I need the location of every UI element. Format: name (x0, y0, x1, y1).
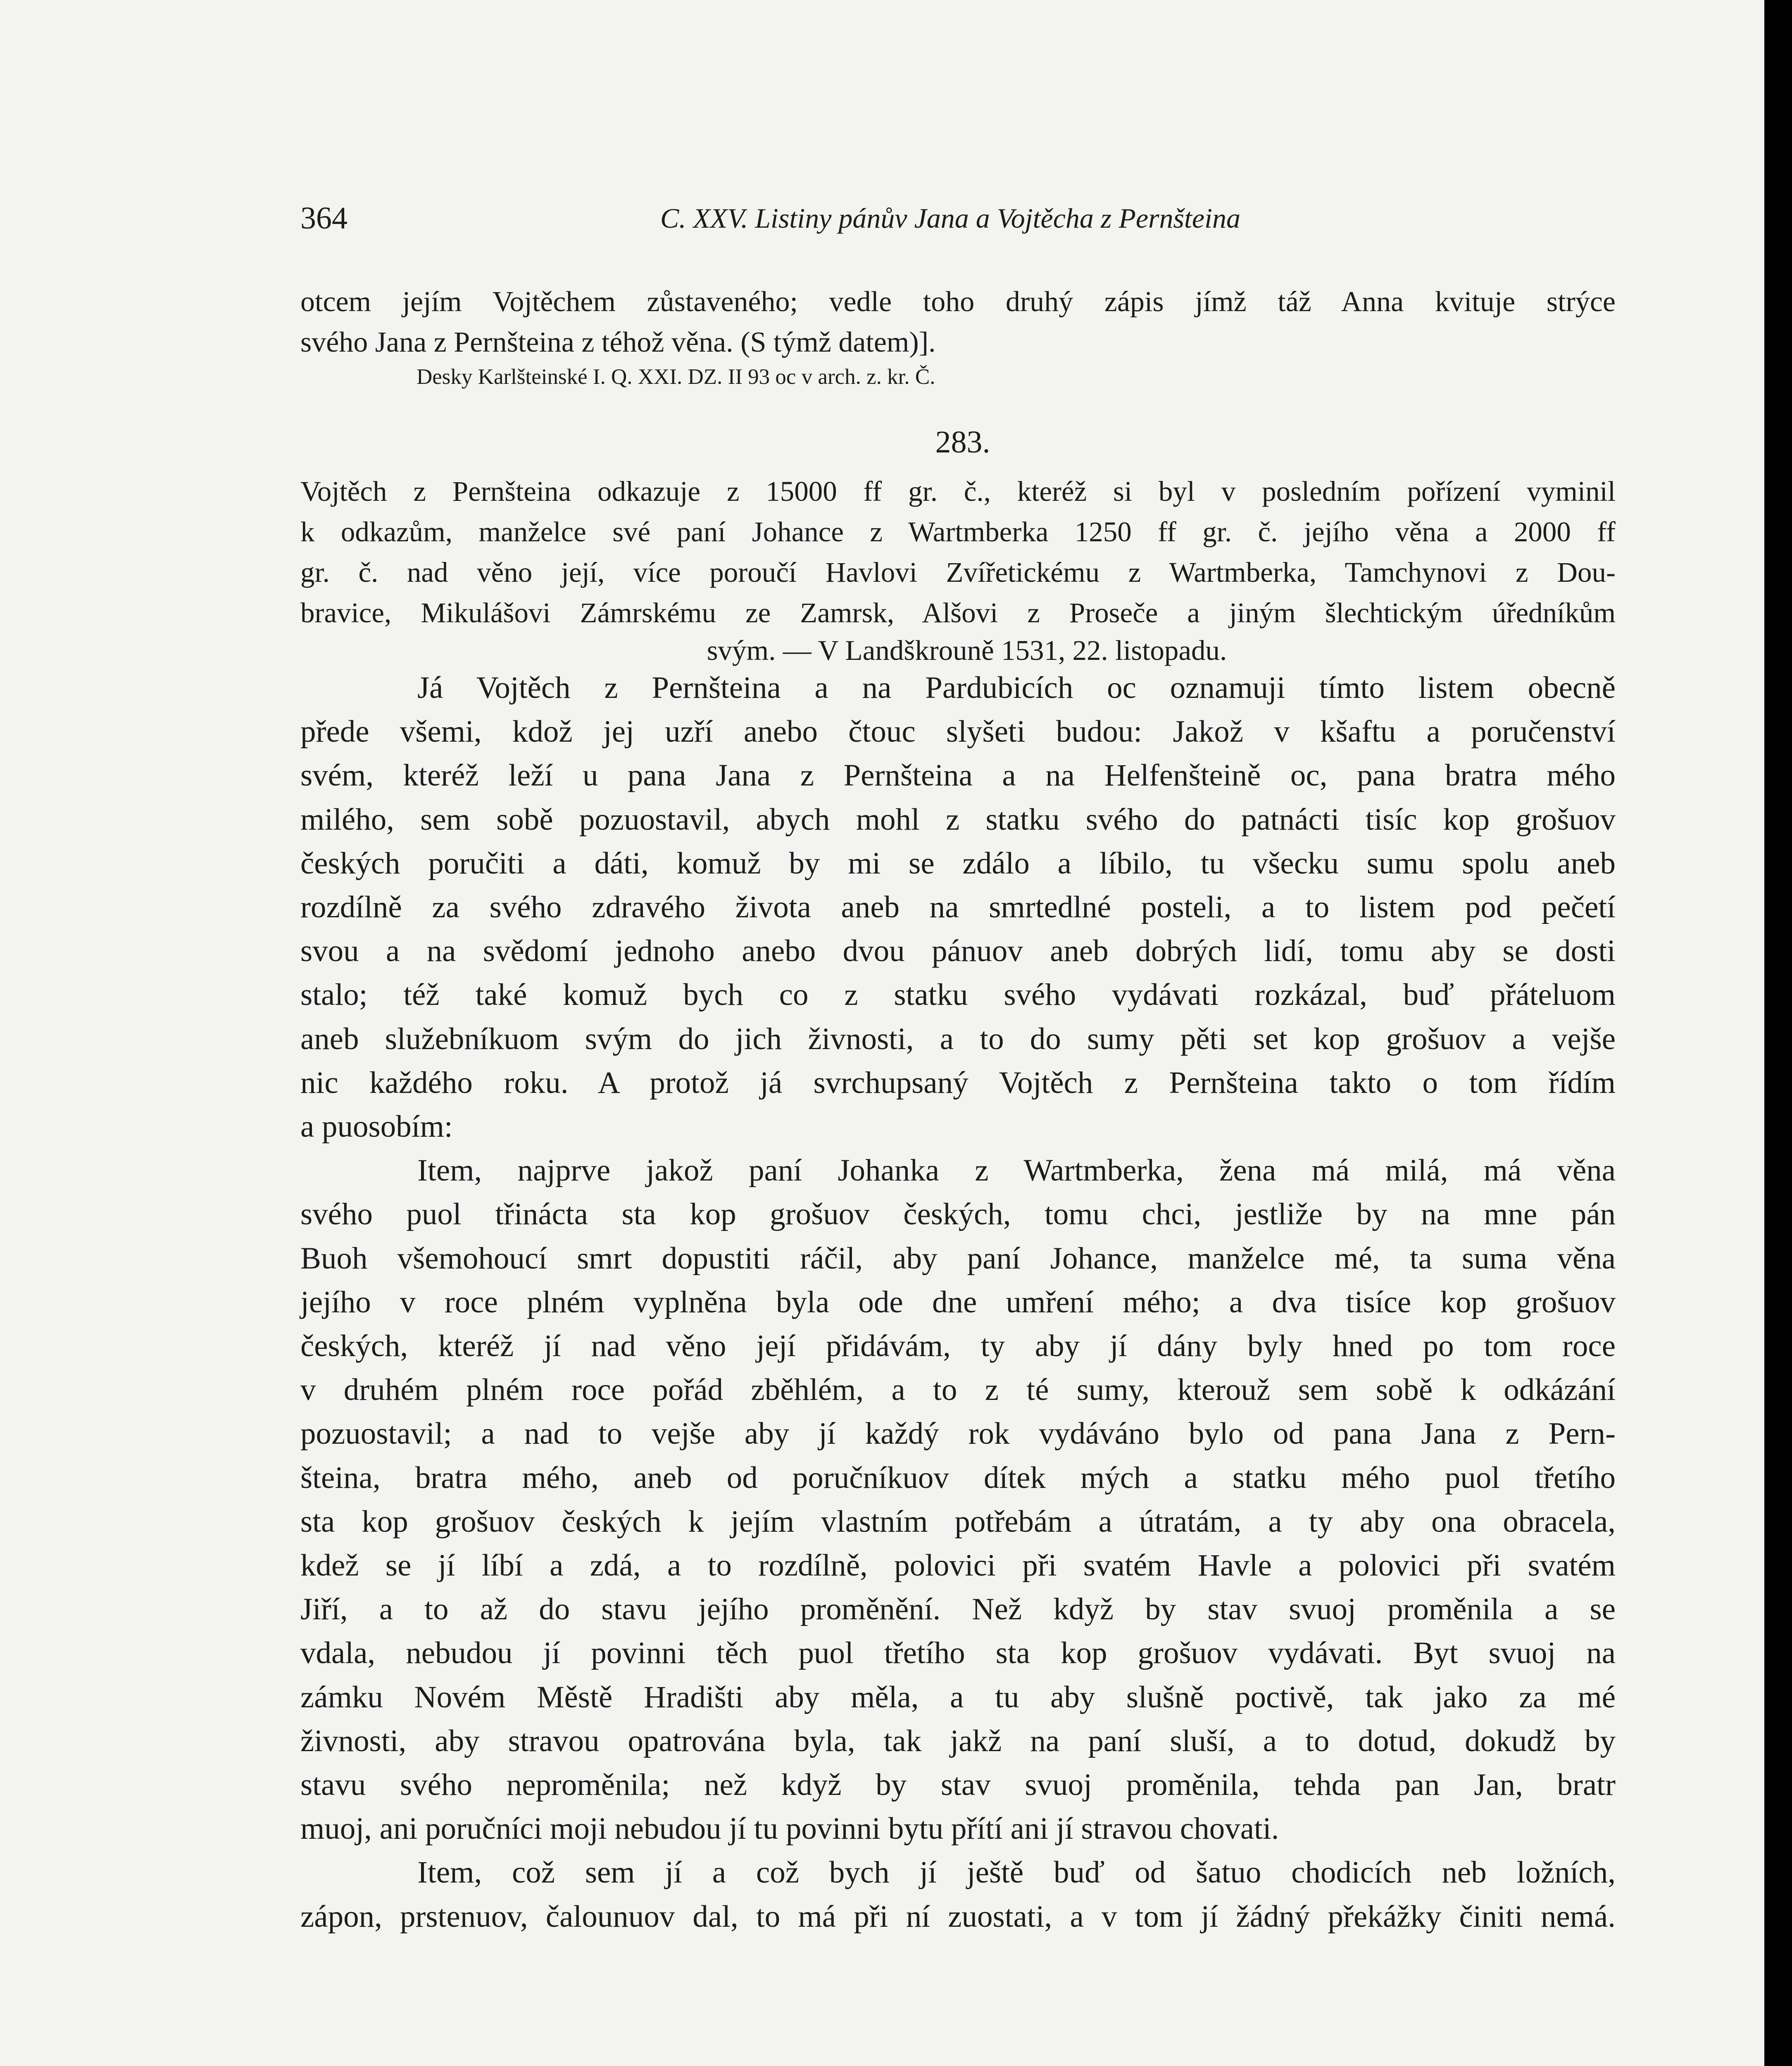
text-line: živnosti, aby stravou opatrována byla, tak jakž na paní sluší, a to dotud, dokudž by (300, 1724, 1616, 1758)
text-line: šteina, bratra mého, aneb od poručníkuov dítek mých a statku mého puol třetího (300, 1461, 1616, 1495)
text-line: muoj, ani poručníci moji nebudou jí tu povinni bytu přítí ani jí stravou chovati. (300, 1811, 1279, 1846)
text-line: jejího v roce plném vyplněna byla ode dne umření mého; a dva tisíce kop grošuov (300, 1285, 1616, 1319)
document-number: 283. (935, 425, 990, 459)
text-line: Item, což sem jí a což bych jí ještě buď od šatuo chodicích neb ložních, (417, 1855, 1616, 1890)
regest-line: gr. č. nad věno její, více poroučí Havlovi Zvířetickému z Wartmberka, Tamchynovi z Dou- (300, 557, 1616, 588)
text-line: zápon, prstenuov, čalounuov dal, to má při ní zuostati, a v tom jí žádný překážky činiti nemá. (300, 1899, 1616, 1934)
text-line: pozuostavil; a nad to vejše aby jí každý rok vydáváno bylo od pana Jana z Pern- (300, 1416, 1616, 1451)
text-line: přede všemi, kdož jej uzří anebo čtouc slyšeti budou: Jakož v kšaftu a poručenství (300, 714, 1616, 749)
previous-entry-line: otcem jejím Vojtěchem zůstaveného; vedle toho druhý zápis jímž táž Anna kvituje strýce (300, 286, 1616, 318)
text-line: v druhém plném roce pořád zběhlém, a to z té sumy, kterouž sem sobě k odkázání (300, 1373, 1616, 1407)
regest-line: Vojtěch z Pernšteina odkazuje z 15000 ff gr. č., kteréž si byl v posledním pořízení vyminil (300, 476, 1616, 507)
regest-line: bravice, Mikulášovi Zámrskému ze Zamrsk, Alšovi z Proseče a jiným šlechtickým úředníkům (300, 597, 1616, 628)
text-line: svého puol třinácta sta kop grošuov českých, tomu chci, jestliže by na mne pán (300, 1197, 1616, 1231)
text-line: Jiří, a to až do stavu jejího proměnění. Než když by stav svuoj proměnila a se (300, 1592, 1616, 1626)
text-line: Item, najprve jakož paní Johanka z Wartmberka, žena má milá, má věna (417, 1153, 1616, 1188)
text-line: Buoh všemohoucí smrt dopustiti ráčil, aby paní Johance, manželce mé, ta suma věna (300, 1241, 1616, 1276)
text-line: milého, sem sobě pozuostavil, abych mohl z statku svého do patnácti tisíc kop grošuov (300, 802, 1616, 837)
text-line: nic každého roku. A protož já svrchupsaný Vojtěch z Pernšteina takto o tom řídím (300, 1066, 1616, 1100)
text-line: stavu svého neproměnila; než když by stav svuoj proměnila, tehda pan Jan, bratr (300, 1768, 1616, 1802)
regest-date-line: svým. — V Landškrouně 1531, 22. listopadu. (707, 635, 1227, 666)
text-line: svou a na svědomí jednoho anebo dvou pánuov aneb dobrých lidí, tomu aby se dosti (300, 934, 1616, 968)
text-line: stalo; též také komuž bych co z statku svého vydávati rozkázal, buď přáteluom (300, 978, 1616, 1012)
source-citation: Desky Karlšteinské I. Q. XXI. DZ. II 93 oc v arch. z. kr. Č. (416, 365, 935, 389)
previous-entry-line: svého Jana z Pernšteina z téhož věna. (S týmž datem)]. (300, 326, 936, 358)
text-line: zámku Novém Městě Hradišti aby měla, a tu aby slušně poctivě, tak jako za mé (300, 1680, 1616, 1714)
page-number: 364 (300, 201, 347, 236)
text-line: vdala, nebudou jí povinni těch puol třetího sta kop grošuov vydávati. Byt svuoj na (300, 1636, 1616, 1670)
text-line: a puosobím: (300, 1109, 453, 1144)
running-title: C. XXV. Listiny pánův Jana a Vojtěcha z Pernšteina (660, 202, 1240, 234)
text-line: kdež se jí líbí a zdá, a to rozdílně, polovici při svatém Havle a polovici při svatém (300, 1548, 1616, 1583)
scan-border (1764, 0, 1792, 2066)
regest-line: k odkazům, manželce své paní Johance z Wartmberka 1250 ff gr. č. jejího věna a 2000 ff (300, 516, 1616, 547)
text-line: svém, kteréž leží u pana Jana z Pernšteina a na Helfenšteině oc, pana bratra mého (300, 758, 1616, 793)
text-line: rozdílně za svého zdravého života aneb na smrtedlné posteli, a to listem pod pečetí (300, 890, 1616, 924)
text-line: českých poručiti a dáti, komuž by mi se zdálo a líbilo, tu všecku sumu spolu aneb (300, 846, 1616, 881)
text-line: Já Vojtěch z Pernšteina a na Pardubicích oc oznamuji tímto listem obecně (417, 671, 1616, 705)
text-line: českých, kteréž jí nad věno její přidávám, ty aby jí dány byly hned po tom roce (300, 1329, 1616, 1363)
text-line: aneb služebníkuom svým do jich živnosti, a to do sumy pěti set kop grošuov a vejše (300, 1022, 1616, 1056)
text-line: sta kop grošuov českých k jejím vlastním potřebám a útratám, a ty aby ona obracela, (300, 1504, 1616, 1539)
